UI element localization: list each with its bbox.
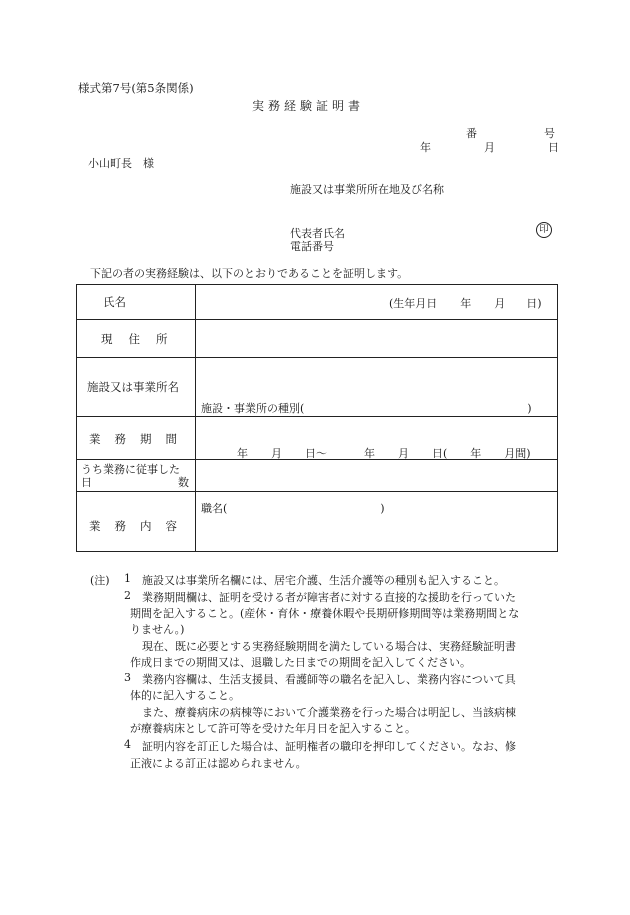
facility-name-label: 施設又は事業所名	[87, 380, 179, 394]
note-line: 作成日までの期間又は、退職した日までの期間を記入してください。	[130, 656, 471, 669]
name-label-cell	[77, 294, 195, 310]
experience-table	[76, 284, 558, 552]
birthdate-open: (生年月日	[389, 297, 438, 310]
birthdate-field[interactable]	[389, 295, 542, 311]
period-end-day: 日(	[432, 447, 448, 460]
certification-statement: 下記の者の実務経験は、以下のとおりであることを証明します。	[90, 267, 409, 280]
number-label: 番	[466, 127, 477, 140]
note-line: 証明内容を訂正した場合は、証明権者の職印を押印してください。なお、修	[142, 740, 516, 753]
period-start-year: 年	[237, 447, 248, 460]
note-line: 施設又は事業所名欄には、居宅介護、生活介護等の種別も記入すること。	[142, 574, 505, 587]
period-end-year: 年	[364, 447, 375, 460]
work-period-label: 業務期間	[89, 432, 191, 446]
name-label: 氏名	[103, 295, 126, 309]
address-label-cell	[77, 331, 195, 347]
period-total-year: 年	[470, 447, 482, 460]
work-content-label: 業務内容	[89, 519, 191, 533]
column-divider	[195, 285, 196, 551]
form-number: 様式第7号(第5条関係)	[78, 81, 194, 95]
job-title-field[interactable]	[201, 500, 385, 516]
facility-type-field[interactable]	[201, 400, 532, 416]
note-number-2: 2	[124, 589, 131, 602]
birth-day: 日)	[526, 297, 542, 310]
note-line: 業務内容欄は、生活支援員、看護師等の職名を記入し、業務内容について具	[142, 673, 516, 686]
date-day: 日	[548, 141, 559, 154]
facility-type-close: )	[527, 402, 532, 415]
days-worked-label	[77, 463, 195, 489]
note-line: 業務期間欄は、証明を受ける者が障害者に対する直接的な援助を行っていた	[142, 591, 516, 604]
facility-address-label: 施設又は事業所所在地及び名称	[290, 183, 444, 196]
number-suffix: 号	[544, 127, 555, 140]
period-end-month: 月	[398, 447, 409, 460]
row-divider	[77, 491, 557, 492]
date-month: 月	[484, 141, 495, 154]
note-line: 体的に記入すること。	[130, 689, 240, 702]
row-divider	[77, 357, 557, 358]
note-line: りません。)	[130, 623, 185, 636]
phone-label: 電話番号	[290, 240, 334, 253]
notes-prefix: (注)	[90, 574, 110, 587]
row-divider	[77, 319, 557, 320]
note-line: 現在、既に必要とする実務経験期間を満たしている場合は、実務経験証明書	[142, 640, 516, 653]
row-divider	[77, 416, 557, 417]
period-start-month: 月	[271, 447, 282, 460]
representative-name-label: 代表者氏名	[290, 227, 345, 240]
date-year: 年	[420, 141, 431, 154]
days-worked-field[interactable]	[201, 465, 551, 487]
birth-year: 年	[460, 297, 472, 310]
birth-month: 月	[494, 297, 506, 310]
note-line: 期間を記入すること。(産休・育休・療養休暇や長期研修期間等は業務期間とな	[130, 607, 520, 620]
note-line: また、療養病床の病棟等において介護業務を行った場合は明記し、当該病棟	[142, 706, 516, 719]
document-title: 実務経験証明書	[252, 99, 365, 113]
job-title-close: )	[380, 502, 385, 515]
days-worked-label-day: 日	[81, 476, 92, 489]
note-line: 正液による訂正は認められません。	[130, 757, 307, 770]
days-worked-label-line1: うち業務に従事した	[81, 463, 180, 476]
address-field[interactable]	[201, 325, 551, 351]
note-number-4: 4	[124, 738, 131, 751]
note-number-1: 1	[124, 572, 131, 585]
addressee: 小山町長 様	[88, 157, 154, 170]
days-worked-label-count: 数	[178, 476, 189, 489]
note-line: が療養病床として許可等を受けた年月日を記入すること。	[130, 722, 416, 735]
period-total-months: 月間)	[504, 447, 531, 460]
date-row	[420, 139, 559, 155]
work-period-field[interactable]	[237, 445, 531, 461]
job-title-label: 職名(	[201, 502, 228, 515]
facility-type-label: 施設・事業所の種別(	[201, 402, 305, 415]
period-start-day: 日〜	[305, 447, 327, 460]
address-label: 現住所	[101, 332, 184, 346]
seal-mark: 印	[536, 222, 552, 238]
note-number-3: 3	[124, 671, 131, 684]
